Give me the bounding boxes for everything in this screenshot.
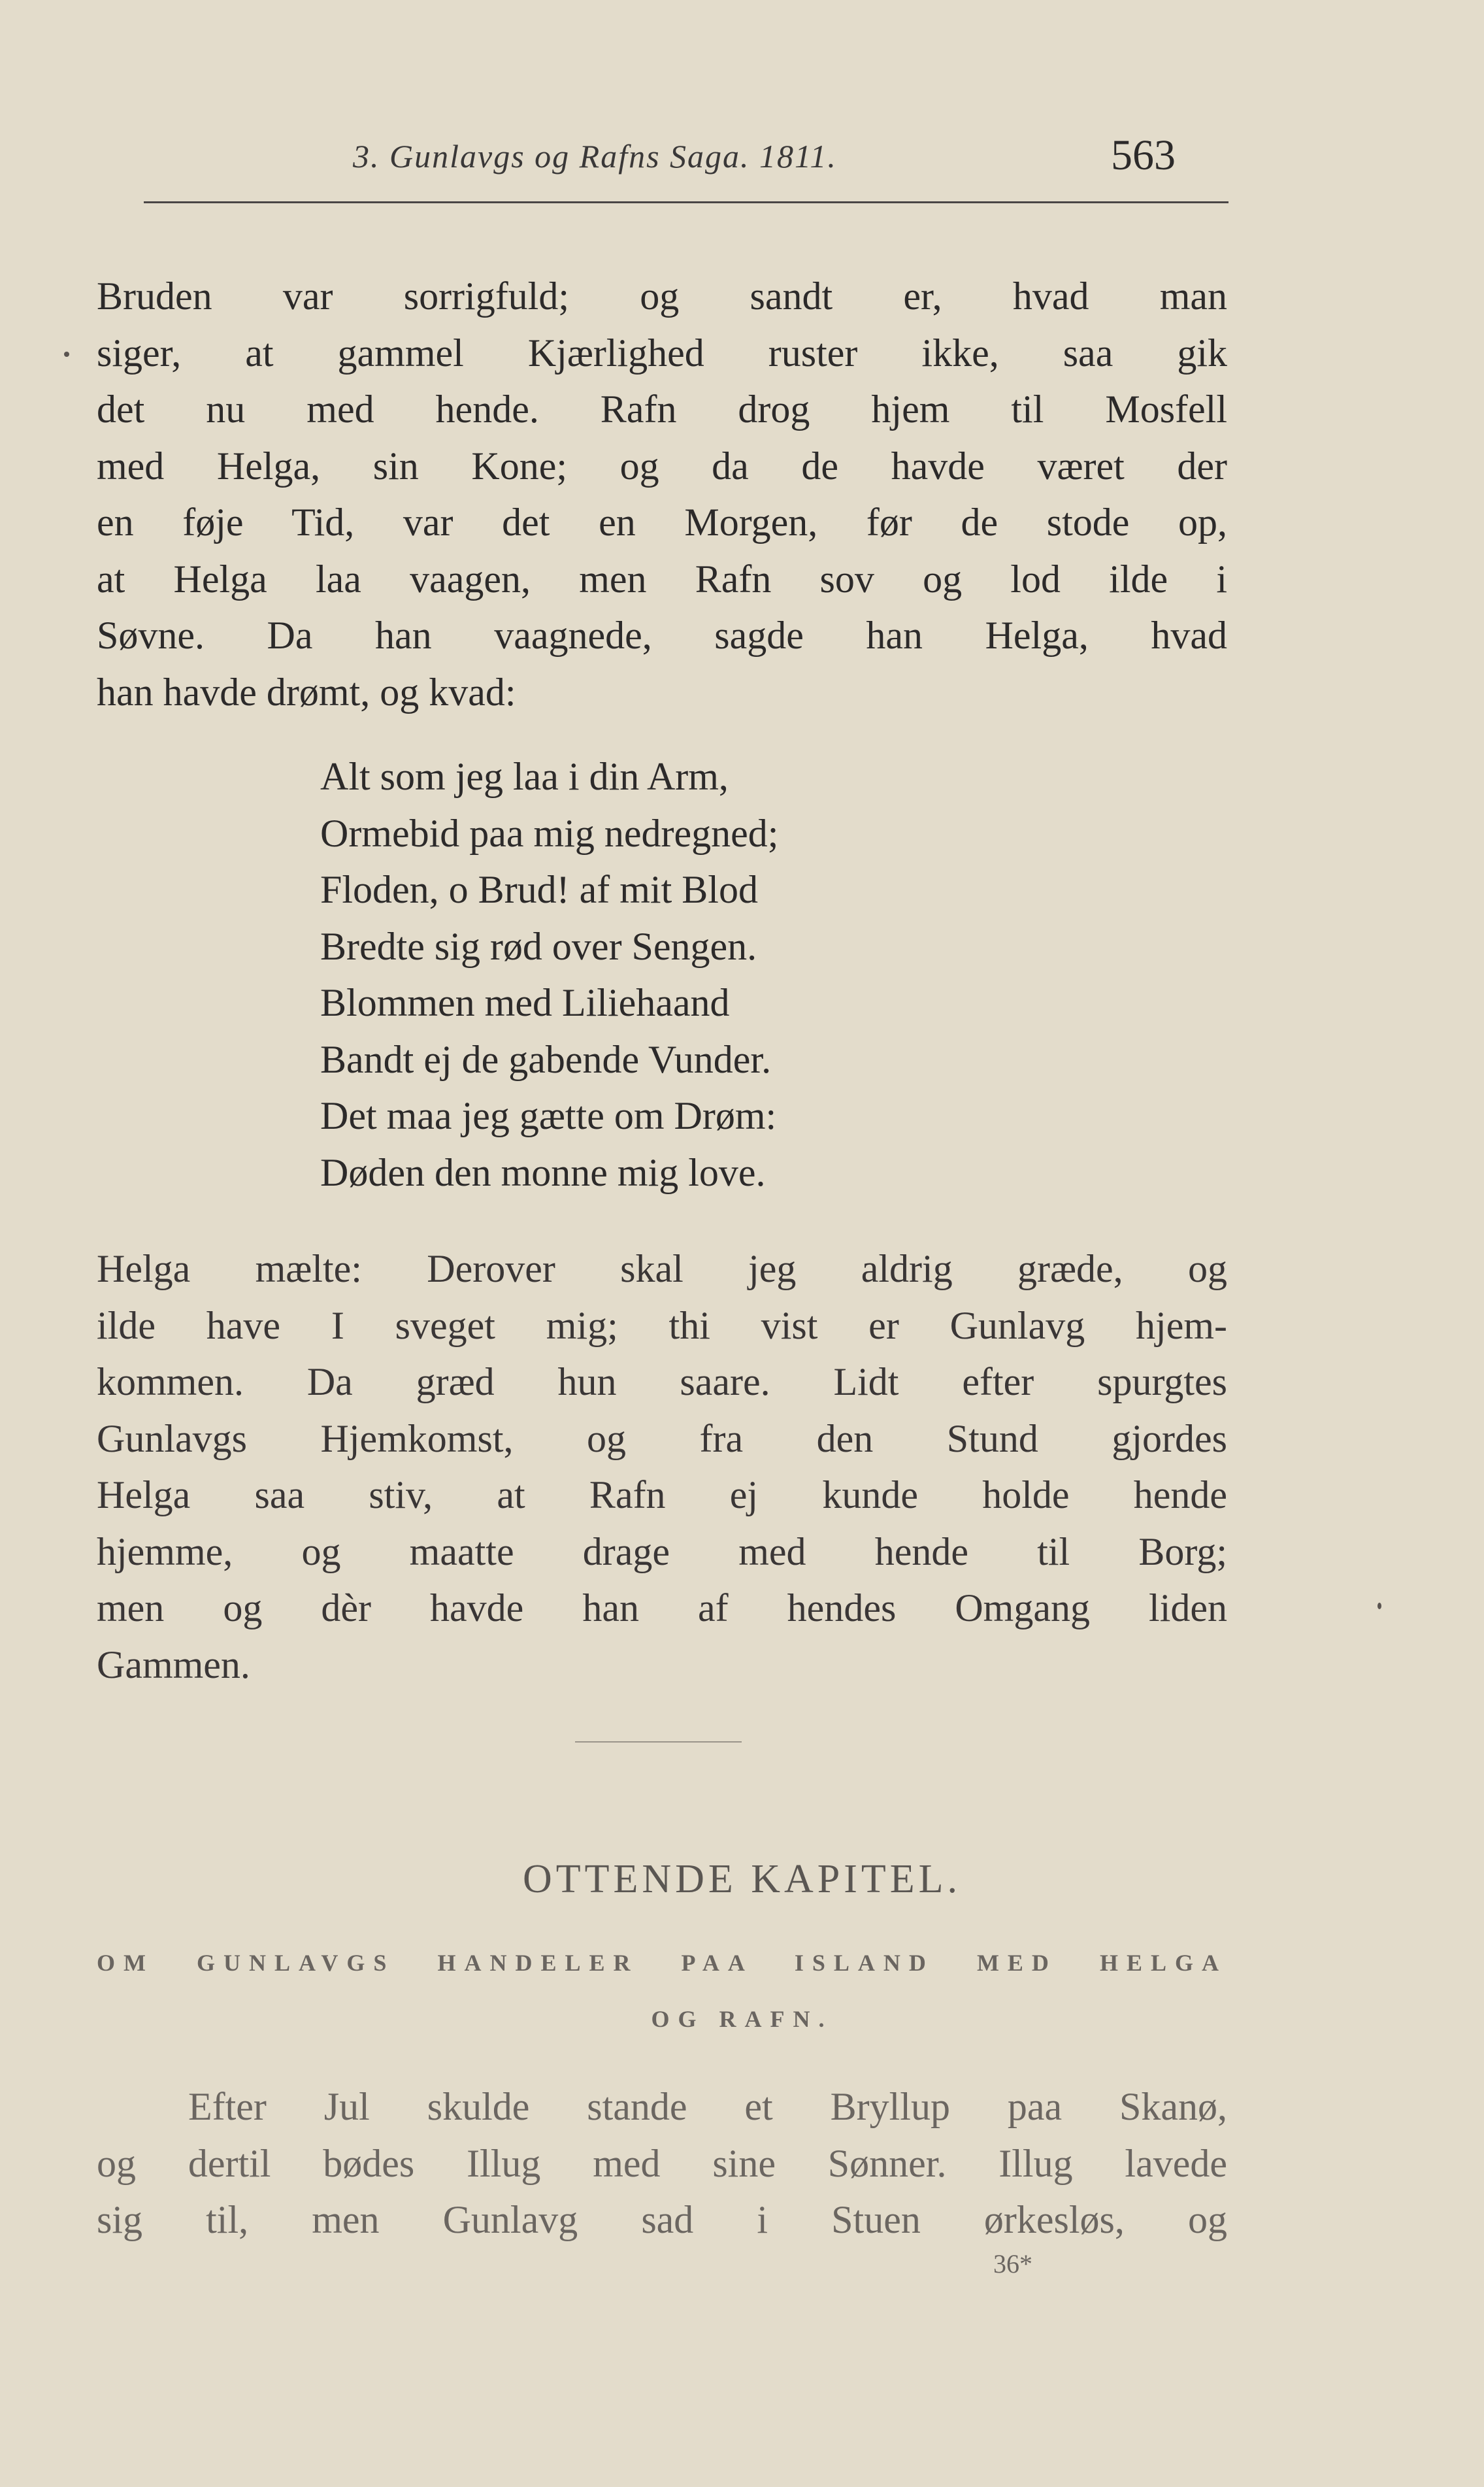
text-line: Efter Jul skulde stande et Bryllup paa Skanø,	[188, 2085, 1227, 2128]
text-line: Helga saa stiv, at Rafn ej kunde holde hende	[97, 1473, 1227, 1516]
text-line: Gammen.	[97, 1643, 250, 1686]
text-line: og dertil bødes Illug med sine Sønner. Illug lavede	[97, 2141, 1227, 2185]
section-divider	[575, 1741, 742, 1743]
text-line: Søvne. Da han vaagnede, sagde han Helga, hvad	[97, 614, 1227, 657]
paragraph-2	[97, 1241, 1227, 1693]
text-line: kommen. Da græd hun saare. Lidt efter spurgtes	[97, 1360, 1227, 1403]
text-line: det nu med hende. Rafn drog hjem til Mosfell	[97, 388, 1227, 431]
text-line: Helga mælte: Derover skal jeg aldrig græde, og	[97, 1247, 1227, 1290]
poem-verse: Bredte sig rød over Sengen.	[320, 924, 757, 968]
text-line: Bruden var sorrigfuld; og sandt er, hvad man	[97, 275, 1227, 318]
signature-mark: 36*	[993, 2249, 1032, 2278]
page-number: 563	[1111, 131, 1176, 179]
text-line: siger, at gammel Kjærlighed ruster ikke, saa gik	[97, 331, 1227, 375]
poem-verse: Floden, o Brud! af mit Blod	[320, 868, 758, 911]
chapter-subtitle-line-2: OG RAFN.	[651, 2006, 833, 2032]
page-header	[144, 124, 1228, 196]
text-line: hjemme, og maatte drage med hende til Borg;	[97, 1529, 1227, 1573]
text-line: med Helga, sin Kone; og da de havde været der	[97, 444, 1227, 488]
text-line: ilde have I sveget mig; thi vist er Gunlavg hjem-	[97, 1303, 1227, 1347]
chapter-subtitle-line-1: OM GUNLAVGS HANDELER PAA ISLAND MED HELGA	[97, 1950, 1227, 1976]
text-line: han havde drømt, og kvad:	[97, 670, 516, 714]
poem-verse: Alt som jeg laa i din Arm,	[320, 755, 729, 798]
poem-verse: Døden den monne mig love.	[320, 1150, 766, 1194]
text-line: en føje Tid, var det en Morgen, før de stode op,	[97, 501, 1227, 544]
poem-verse: Ormebid paa mig nedregned;	[320, 811, 779, 855]
poem-verse: Blommen med Liliehaand	[320, 981, 730, 1024]
poem-verse: Bandt ej de gabende Vunder.	[320, 1037, 772, 1081]
chapter-title: OTTENDE KAPITEL.	[522, 1857, 962, 1901]
ink-speck	[64, 352, 69, 357]
text-line: at Helga laa vaagen, men Rafn sov og lod ilde i	[97, 557, 1227, 601]
text-line: Gunlavgs Hjemkomst, og fra den Stund gjordes	[97, 1416, 1227, 1460]
text-line: sig til, men Gunlavg sad i Stuen ørkesløs, og	[97, 2198, 1227, 2241]
paragraph-3	[97, 2078, 1227, 2248]
header-rule	[144, 201, 1228, 203]
running-title: 3. Gunlavgs og Rafns Saga. 1811.	[353, 138, 837, 175]
poem-stanza	[320, 748, 778, 1201]
poem-verse: Det maa jeg gætte om Drøm:	[320, 1094, 777, 1137]
text-line: men og dèr havde han af hendes Omgang liden	[97, 1586, 1227, 1629]
ink-speck	[1377, 1603, 1381, 1609]
paragraph-1	[97, 268, 1227, 720]
